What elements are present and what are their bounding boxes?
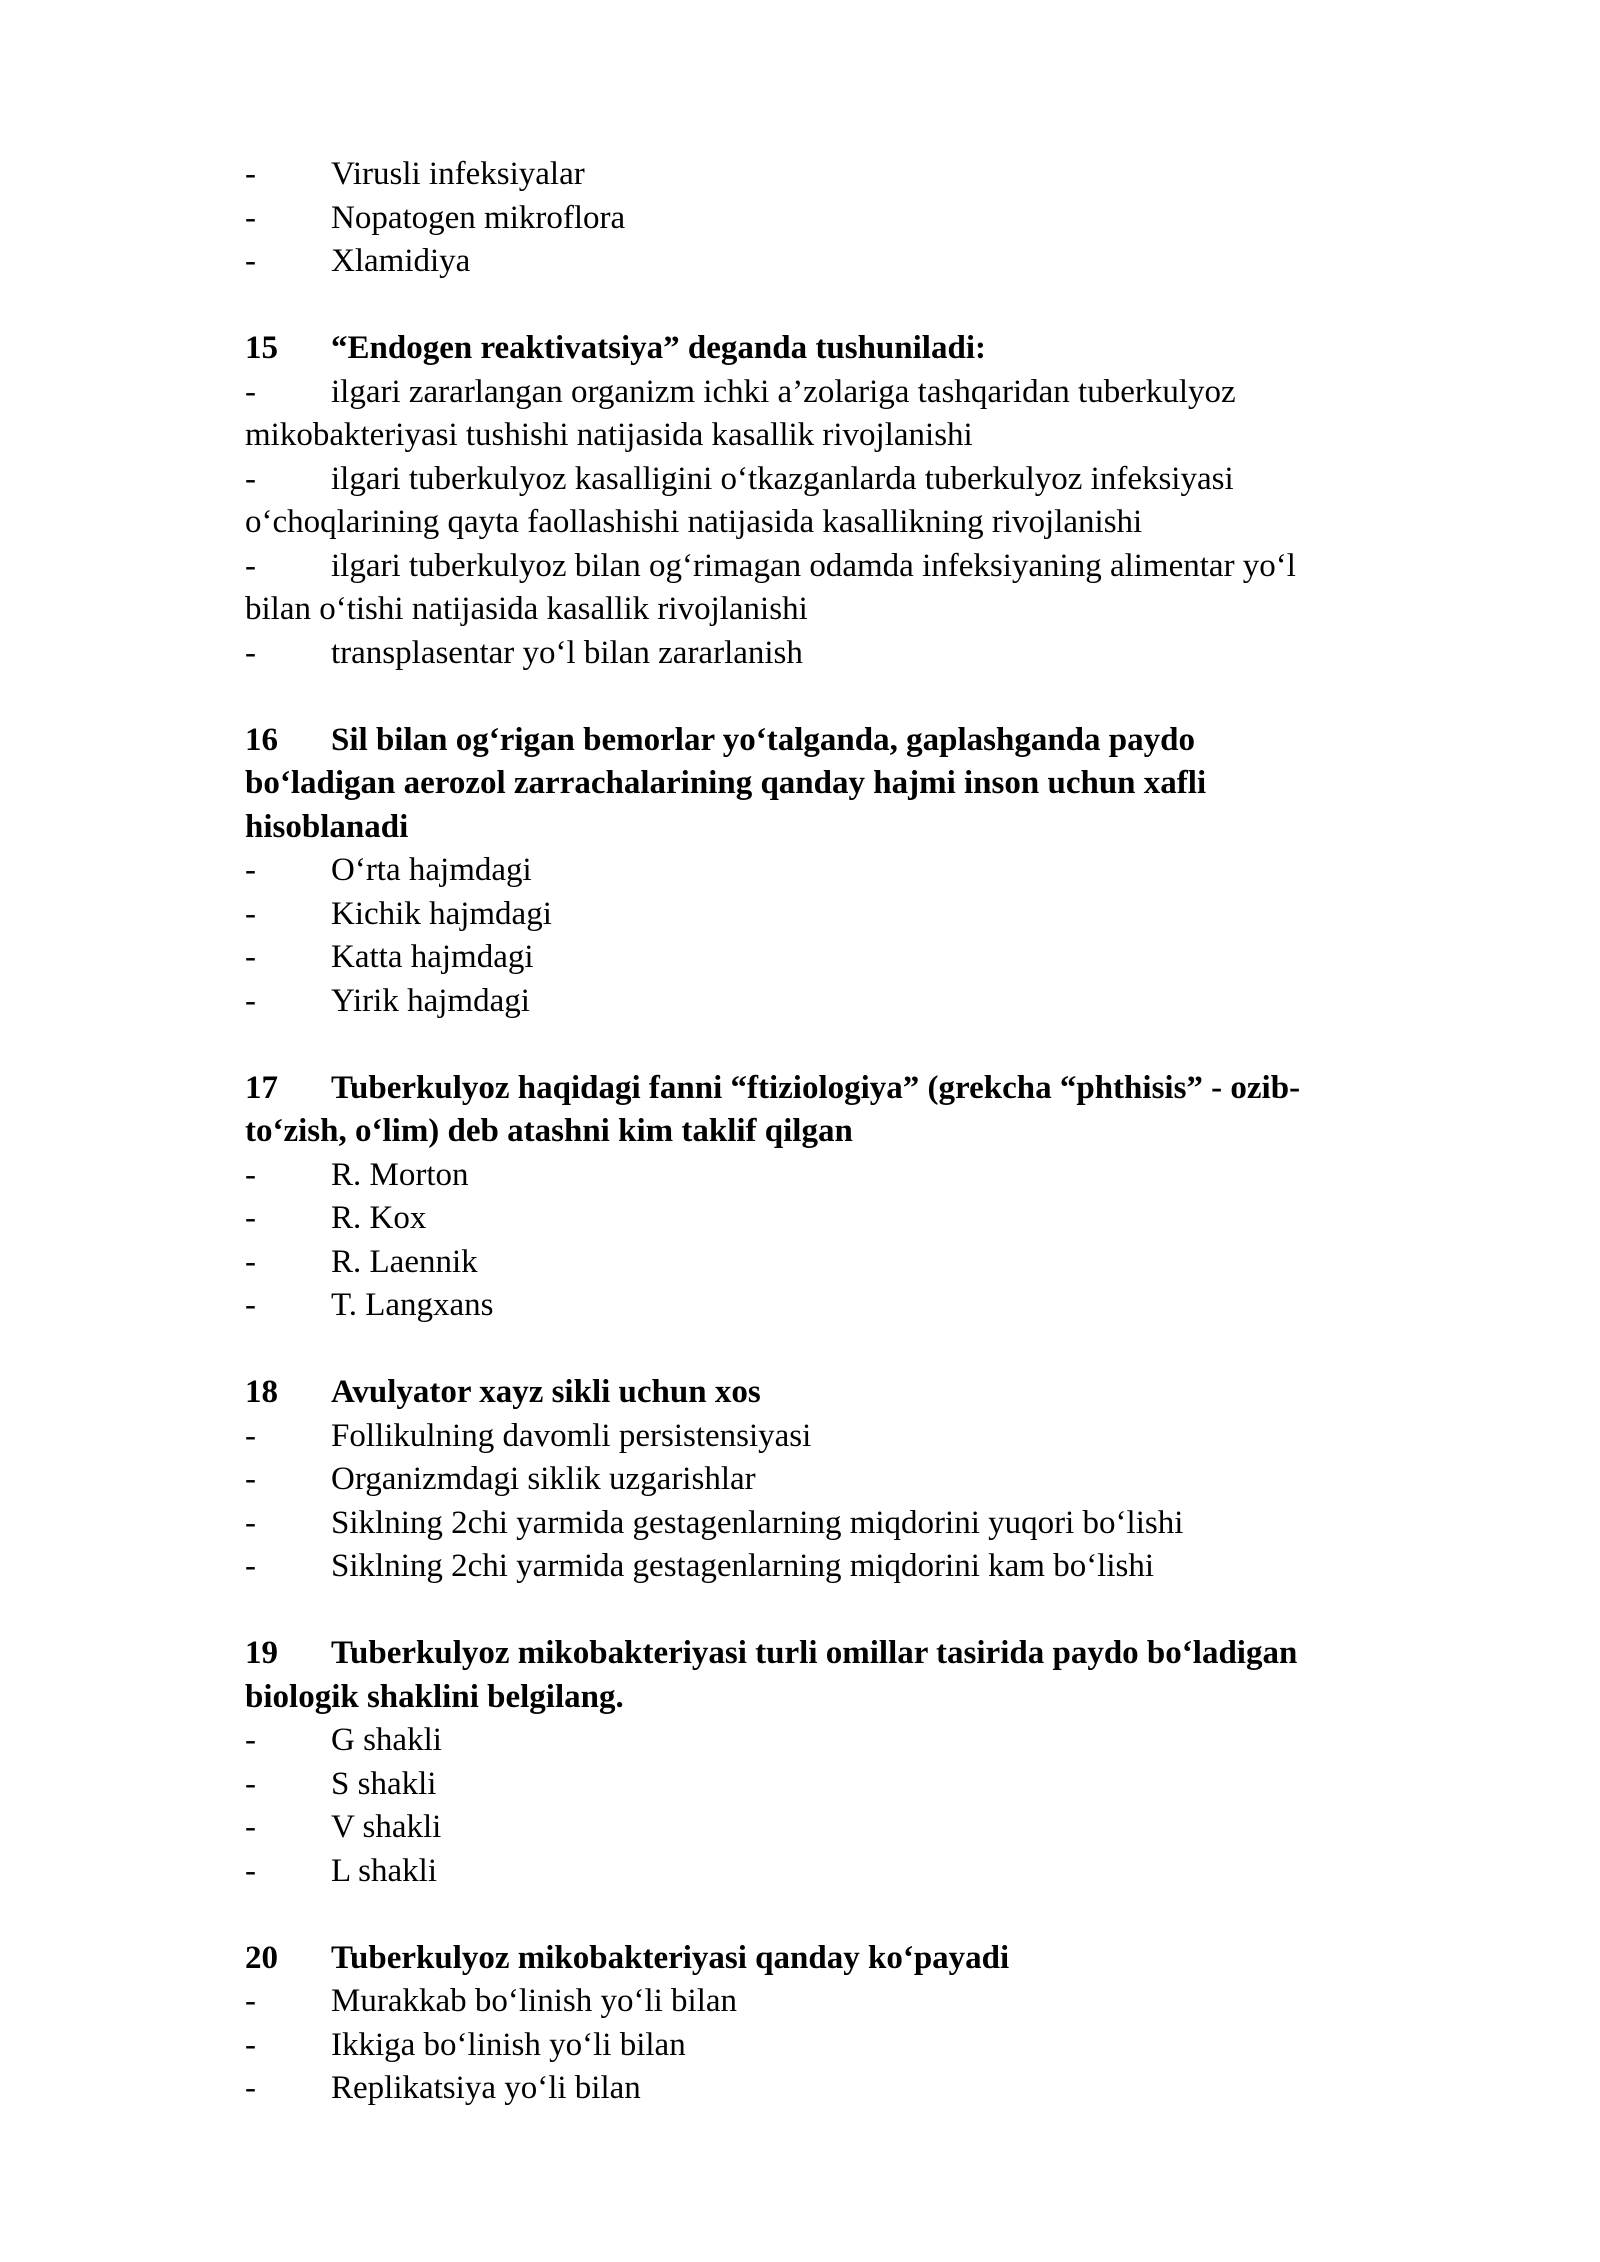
option-line [245, 1197, 1465, 1241]
dash-marker: - [245, 1156, 256, 1193]
option-line [245, 153, 1465, 197]
dash-marker: - [245, 156, 256, 192]
option-line [245, 2067, 1465, 2111]
option-line [245, 1284, 1465, 1328]
dash-marker: - [245, 199, 256, 236]
option-line [245, 240, 1465, 284]
question-number: 20 [245, 1939, 278, 1976]
option-text: R. Laennik [331, 1243, 478, 1280]
question-text-line: to‘zish, o‘lim) deb atashni kim taklif qilgan [245, 1113, 853, 1149]
dash-marker: - [245, 1200, 256, 1236]
option-line [245, 371, 1465, 415]
option-line [245, 1502, 1465, 1546]
option-text: L shakli [331, 1852, 438, 1889]
question-text-line: hisoblanadi [245, 808, 409, 845]
question-number: 15 [245, 330, 278, 366]
spacer [245, 1893, 1465, 1937]
spacer [245, 1589, 1465, 1633]
option-continuation [245, 501, 1465, 545]
dash-marker: - [245, 939, 256, 975]
dash-marker: - [245, 373, 256, 410]
dash-marker: - [245, 1722, 256, 1758]
question-number: 18 [245, 1374, 278, 1410]
option-text: R. Morton [331, 1156, 469, 1193]
option-text: transplasentar yo‘l bilan zararlanish [331, 634, 803, 671]
dash-marker: - [245, 460, 256, 497]
option-text: Nopatogen mikroflora [331, 199, 626, 236]
option-text: O‘rta hajmdagi [331, 852, 532, 888]
option-text: Murakkab bo‘linish yo‘li bilan [331, 1983, 738, 2019]
option-text: Ikkiga bo‘linish yo‘li bilan [331, 2026, 686, 2063]
question-text-continued [245, 1676, 1465, 1720]
dash-marker: - [245, 1461, 256, 1497]
option-text: Follikulning davomli persistensiyasi [331, 1417, 812, 1454]
dash-marker: - [245, 1765, 256, 1802]
spacer [245, 284, 1465, 328]
question-number: 17 [245, 1069, 278, 1106]
dash-marker: - [245, 1504, 256, 1541]
document-content [245, 153, 1465, 2111]
option-line [245, 980, 1465, 1024]
question-text: Tuberkulyoz haqidagi fanni “ftiziologiya” (grekcha “phthisis” - ozib- [331, 1069, 1301, 1106]
option-text-continued: bilan o‘tishi natijasida kasallik rivojlanishi [245, 591, 808, 627]
option-continuation [245, 588, 1465, 632]
question-18-heading [245, 1371, 1465, 1415]
option-continuation [245, 414, 1465, 458]
question-text: Tuberkulyoz mikobakteriyasi qanday ko‘payadi [331, 1939, 1010, 1976]
spacer [245, 675, 1465, 719]
option-text: G shakli [331, 1722, 442, 1758]
question-text: “Endogen reaktivatsiya” deganda tushuniladi: [331, 330, 986, 366]
option-text: Katta hajmdagi [331, 939, 534, 975]
option-line [245, 893, 1465, 937]
option-line [245, 1806, 1465, 1850]
option-text: Replikatsiya yo‘li bilan [331, 2070, 641, 2106]
option-text: R. Kox [331, 1200, 427, 1236]
option-line [245, 1545, 1465, 1589]
question-text: Sil bilan og‘rigan bemorlar yo‘talganda, gaplashganda paydo [331, 721, 1195, 758]
question-20-heading [245, 1937, 1465, 1981]
option-line [245, 458, 1465, 502]
dash-marker: - [245, 243, 256, 279]
option-text: ilgari tuberkulyoz kasalligini o‘tkazganlarda tuberkulyoz infeksiyasi [331, 460, 1234, 497]
dash-marker: - [245, 1852, 256, 1889]
option-text-continued: mikobakteriyasi tushishi natijasida kasallik rivojlanishi [245, 417, 973, 453]
option-text: T. Langxans [331, 1287, 494, 1323]
question-16-heading [245, 719, 1465, 763]
option-text: Siklning 2chi yarmida gestagenlarning miqdorini yuqori bo‘lishi [331, 1504, 1184, 1541]
option-line [245, 2024, 1465, 2068]
dash-marker: - [245, 1287, 256, 1323]
option-text: V shakli [331, 1809, 442, 1845]
dash-marker: - [245, 2026, 256, 2063]
option-line [245, 545, 1465, 589]
question-text-line: biologik shaklini belgilang. [245, 1678, 624, 1715]
dash-marker: - [245, 547, 256, 584]
dash-marker: - [245, 634, 256, 671]
option-line [245, 936, 1465, 980]
option-line [245, 197, 1465, 241]
dash-marker: - [245, 1809, 256, 1845]
option-text: ilgari zararlangan organizm ichki a’zolariga tashqaridan tuberkulyoz [331, 373, 1236, 410]
option-text: Organizmdagi siklik uzgarishlar [331, 1461, 756, 1497]
question-number: 19 [245, 1635, 278, 1671]
dash-marker: - [245, 895, 256, 932]
dash-marker: - [245, 1417, 256, 1454]
dash-marker: - [245, 1243, 256, 1280]
dash-marker: - [245, 1548, 256, 1584]
option-text: ilgari tuberkulyoz bilan og‘rimagan odamda infeksiyaning alimentar yo‘l [331, 547, 1296, 584]
spacer [245, 1328, 1465, 1372]
option-text: Kichik hajmdagi [331, 895, 552, 932]
option-line [245, 849, 1465, 893]
dash-marker: - [245, 2070, 256, 2106]
question-text: Tuberkulyoz mikobakteriyasi turli omillar tasirida paydo bo‘ladigan [331, 1635, 1298, 1671]
option-line [245, 1415, 1465, 1459]
question-text-continued [245, 806, 1465, 850]
option-line [245, 1850, 1465, 1894]
option-text: Siklning 2chi yarmida gestagenlarning miqdorini kam bo‘lishi [331, 1548, 1155, 1584]
dash-marker: - [245, 1983, 256, 2019]
option-line [245, 1458, 1465, 1502]
option-text: S shakli [331, 1765, 437, 1802]
option-text-continued: o‘choqlarining qayta faollashishi natijasida kasallikning rivojlanishi [245, 504, 1143, 540]
option-text: Xlamidiya [331, 243, 471, 279]
question-text: Avulyator xayz sikli uchun xos [331, 1374, 761, 1410]
option-line [245, 1763, 1465, 1807]
option-line [245, 632, 1465, 676]
question-text-continued [245, 762, 1465, 806]
option-line [245, 1980, 1465, 2024]
dash-marker: - [245, 852, 256, 888]
question-number: 16 [245, 721, 278, 758]
question-17-heading [245, 1067, 1465, 1111]
dash-marker: - [245, 982, 256, 1019]
option-line [245, 1154, 1465, 1198]
spacer [245, 1023, 1465, 1067]
option-text: Yirik hajmdagi [331, 982, 530, 1019]
option-text: Virusli infeksiyalar [331, 156, 585, 192]
question-19-heading [245, 1632, 1465, 1676]
question-text-line: bo‘ladigan aerozol zarrachalarining qanday hajmi inson uchun xafli [245, 765, 1207, 801]
question-15-heading [245, 327, 1465, 371]
option-line [245, 1241, 1465, 1285]
question-text-continued [245, 1110, 1465, 1154]
option-line [245, 1719, 1465, 1763]
